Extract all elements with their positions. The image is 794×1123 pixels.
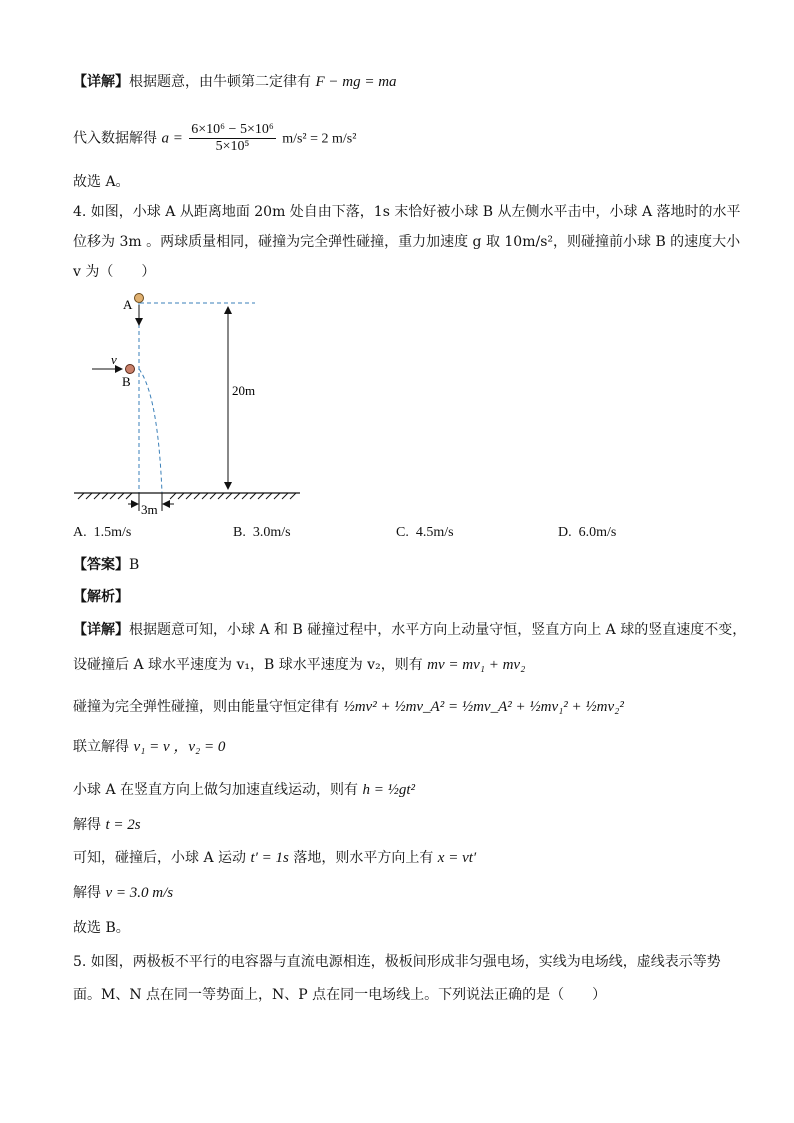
q4-solve1-line xyxy=(73,737,225,757)
q4-answer-label: 【答案】 xyxy=(73,557,129,573)
q3-detail-text: 根据题意，由牛顿第二定律有 xyxy=(129,74,311,90)
q4-solve3-text: 解得 xyxy=(73,885,101,901)
q4-detail-line2 xyxy=(73,655,525,675)
q4-ball-a xyxy=(135,294,144,303)
q4-after-text: 可知，碰撞后，小球 A 运动 xyxy=(73,850,247,866)
q4-solve2-formula: t = 2s xyxy=(105,817,141,833)
q4-after-line xyxy=(73,848,476,868)
q5-stem-line1: 5. 如图，两极板不平行的电容器与直流电源相连，极板间形成非匀强电场，实线为电场线，虚线表示等势 xyxy=(73,954,721,970)
q4-energy-text: 碰撞为完全弹性碰撞，则由能量守恒定律有 xyxy=(73,699,339,715)
q4-solve2-line xyxy=(73,815,141,835)
q4-energy-line xyxy=(73,697,624,717)
q3-substitute-numerator: 6×10⁶ − 5×10⁶ xyxy=(191,122,274,137)
q4-option-d-letter: D. xyxy=(558,525,572,540)
q3-substitute-line xyxy=(73,122,356,155)
q4-vertical-text: 小球 A 在竖直方向上做匀加速直线运动，则有 xyxy=(73,782,359,798)
q3-substitute-lhs: a = xyxy=(161,130,183,147)
q4-solve3-formula: v = 3.0 m/s xyxy=(105,885,174,901)
q4-analysis-label-text: 【解析】 xyxy=(73,589,129,605)
q4-detail-line2-text: 设碰撞后 A 球水平速度为 v₁，B 球水平速度为 v₂，则有 xyxy=(73,657,423,673)
q4-solve3-line xyxy=(73,883,173,903)
q4-conclusion: 故选 B。 xyxy=(73,920,130,936)
q4-stem-line2: 位移为 3m 。两球质量相同，碰撞为完全弹性碰撞，重力加速度 g 取 10m/s²，则碰撞前小球 B 的速度大小 xyxy=(73,234,741,250)
q4-solve2-text: 解得 xyxy=(73,817,101,833)
q4-option-c-value: 4.5m/s xyxy=(415,525,454,540)
q4-height-label: 20m xyxy=(232,383,256,398)
q4-option-d-value: 6.0m/s xyxy=(578,525,617,540)
q3-substitute-rhs: m/s² = 2 m/s² xyxy=(282,131,357,147)
q3-substitute-text: 代入数据解得 xyxy=(73,130,157,147)
q4-detail-line1-text: 根据题意可知，小球 A 和 B 碰撞过程中，水平方向上动量守恒，竖直方向上 A 球的竖直速度不变， xyxy=(129,622,747,638)
q4-label-b: B xyxy=(122,374,131,389)
q4-vertical-formula: h = ½gt² xyxy=(362,782,416,798)
q4-stem-line1: 4. 如图，小球 A 从距离地面 20m 处自由下落，1s 末恰好被小球 B 从左侧水平击中，小球 A 落地时的水平 xyxy=(73,204,741,220)
q4-option-b-value: 3.0m/s xyxy=(252,525,291,540)
q4-option-b xyxy=(233,525,291,541)
q4-detail-label: 【详解】 xyxy=(73,622,129,638)
q4-analysis-label xyxy=(73,587,129,607)
q4-label-v: v xyxy=(111,352,117,367)
q4-solve1-text: 联立解得 xyxy=(73,739,129,755)
q4-detail-line1 xyxy=(73,620,746,640)
q4-label-a: A xyxy=(123,297,133,312)
q4-width-label: 3m xyxy=(141,502,158,517)
q4-answer-line xyxy=(73,555,139,575)
q4-after-formula2: x = vt′ xyxy=(437,850,477,866)
q3-substitute-denominator: 5×10⁵ xyxy=(215,139,250,154)
q4-option-c xyxy=(396,525,454,541)
q5-stem-line2: 面。M、N 点在同一等势面上，N、P 点在同一电场线上。下列说法正确的是（ ） xyxy=(73,987,607,1003)
q4-stem-line3: v 为（ ） xyxy=(73,264,156,280)
q4-figure xyxy=(70,285,310,520)
q4-energy-formula: ½mv² + ½mv_A² = ½mv_A² + ½mv₁² + ½mv₂² xyxy=(343,699,624,715)
q4-ball-b xyxy=(126,365,135,374)
q3-detail-formula: F − mg = ma xyxy=(315,74,397,90)
q4-after-text2: 落地，则水平方向上有 xyxy=(293,850,434,866)
q4-solve1-formula: v₁ = v ，v₂ = 0 xyxy=(133,739,226,755)
q4-option-a-value: 1.5m/s xyxy=(93,525,132,540)
q3-conclusion: 故选 A。 xyxy=(73,174,130,190)
q4-vertical-line xyxy=(73,780,415,800)
q3-detail-label: 【详解】 xyxy=(73,74,129,90)
q4-momentum-formula: mv = mv₁ + mv₂ xyxy=(427,657,526,673)
q4-trajectory-curve xyxy=(139,369,162,493)
q4-option-a xyxy=(73,525,131,541)
q4-after-formula1: t′ = 1s xyxy=(250,850,289,866)
q3-detail-line xyxy=(73,72,397,92)
q4-option-c-letter: C. xyxy=(396,525,409,540)
q4-option-b-letter: B. xyxy=(233,525,246,540)
q4-ground-hatch xyxy=(78,493,296,499)
q4-option-a-letter: A. xyxy=(73,525,87,540)
q4-answer-value: B xyxy=(129,557,140,573)
q4-option-d xyxy=(558,525,616,541)
q3-substitute-fraction xyxy=(189,122,275,155)
